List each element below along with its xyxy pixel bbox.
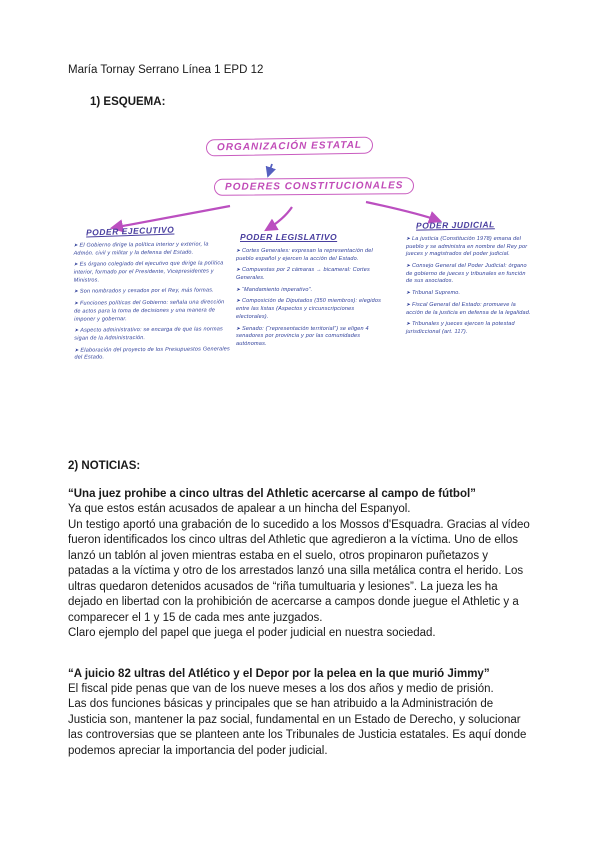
news-headline: “Una juez prohibe a cinco ultras del Athletic acercarse al campo de fútbol” [68,488,476,500]
section-esquema-label: 1) ESQUEMA: [90,96,166,108]
note-line: ➤ Tribunales y jueces ejercen la potestad jurisdiccional (art. 117). [406,321,532,336]
news-headline: “A juicio 82 ultras del Atlético y el Depor por la pelea en la que murió Jimmy” [68,667,490,680]
node-poderes-constitucionales: PODERES CONSTITUCIONALES [214,177,415,196]
note-line: ➤ Elaboración del proyecto de los Presupuestos Generales del Estado. [74,346,230,363]
esquema-diagram [68,134,532,442]
note-line: ➤ Son nombrados y cesados por el Rey, más formas. [74,288,230,297]
note-line: ➤ Funciones políticas del Gobierno: señala una dirección de actos para la toma de decisiones y una manera de imponer y gobernar. [74,299,230,323]
node-poder-legislativo: PODER LEGISLATIVO [240,232,338,242]
note-line: ➤ El Gobierno dirige la política interior y exterior, la Admón. civil y militar y la defensa del Estado. [73,241,229,258]
node-poder-ejecutivo: PODER EJECUTIVO [85,224,175,238]
news-paragraph: Las dos funciones básicas y principales que se han atribuido a la Administración de Justicia son, mantener la paz social, fundamental en un Estado de Derecho, y solucionar las controversias que se planteen ante los Tribunales de Justicia estatales. Es aquí donde podemos apreciar la importancia del poder judicial. [68,698,527,757]
note-line: ➤ “Mandamiento imperativo”. [236,287,388,295]
note-line: ➤ Senado: (“representación territorial”) se eligen 4 senadores por provincia y por las comunidades autónomas. [236,326,388,349]
note-line: ➤ Composición de Diputados (350 miembros): elegidos entre las listas (Aspectos y circunscripciones electorales). [236,298,388,321]
note-line: ➤ Fiscal General del Estado: promueve la acción de la justicia en defensa de la legalidad. [406,302,532,317]
node-organizacion-estatal: ORGANIZACIÓN ESTATAL [206,137,373,157]
note-line: ➤ Tribunal Supremo. [406,290,532,298]
news-paragraph: Ya que estos están acusados de apalear a un hincha del Espanyol. [68,503,411,515]
notes-poder-judicial [406,236,532,341]
arrow-root-to-poderes-icon [268,164,272,176]
note-line: ➤ Compuestas por 2 cámaras → bicameral: Cortes Generales. [236,267,388,282]
section-noticias-label: 2) NOTICIAS: [68,460,141,472]
notes-poder-ejecutivo [73,241,230,366]
note-line: ➤ La justicia (Constitución 1978) emana del pueblo y se administra en nombre del Rey por jueces y magistrados del poder judicial. [406,236,532,259]
note-line: ➤ Consejo General del Poder Judicial: órgano de gobierno de jueces y tribunales en función de sus asociados. [406,263,532,286]
note-line: ➤ Cortes Generales: expresan la representación del pueblo español y ejercen la acción del Estado. [236,248,388,263]
note-line: ➤ Es órgano colegiado del ejecutivo que dirige la política interior, formado por el Presidente, Vicepresidentes y Ministros. [74,261,230,285]
document-header: María Tornay Serrano Línea 1 EPD 12 [68,64,264,76]
notes-poder-legislativo [236,248,388,353]
news-paragraph: Claro ejemplo del papel que juega el poder judicial en nuestra sociedad. [68,627,436,639]
note-line: ➤ Aspecto administrativo: se encarga de que las normas sigan de la Administración. [74,327,230,344]
arrow-to-legislativo-icon [266,207,292,230]
node-poder-judicial: PODER JUDICIAL [415,219,495,231]
news-paragraph: El fiscal pide penas que van de los nueve meses a los dos años y medio de prisión. [68,682,494,695]
news-paragraph: Un testigo aportó una grabación de lo sucedido a los Mossos d'Esquadra. Gracias al vídeo fueron identificados los cinco ultras del Athletic que agredieron a la víctima. Uno de ellos lanzó un tablón al joven mientras estaba en el suelo, otros propinaron puñetazos y patadas a la víctima y otro de los arrestados lanzó una silla metálica contra el herido. Los ultras quedaron detenidos acusados de “riña tumultuaria y lesiones”. La jueza les ha dejado en libertad con la prohibición de acercarse a campos donde juegue el Athletic y a comparecer el 1 y 15 de cada mes ante juzgados. [68,518,530,624]
arrow-to-judicial-icon [366,202,440,221]
